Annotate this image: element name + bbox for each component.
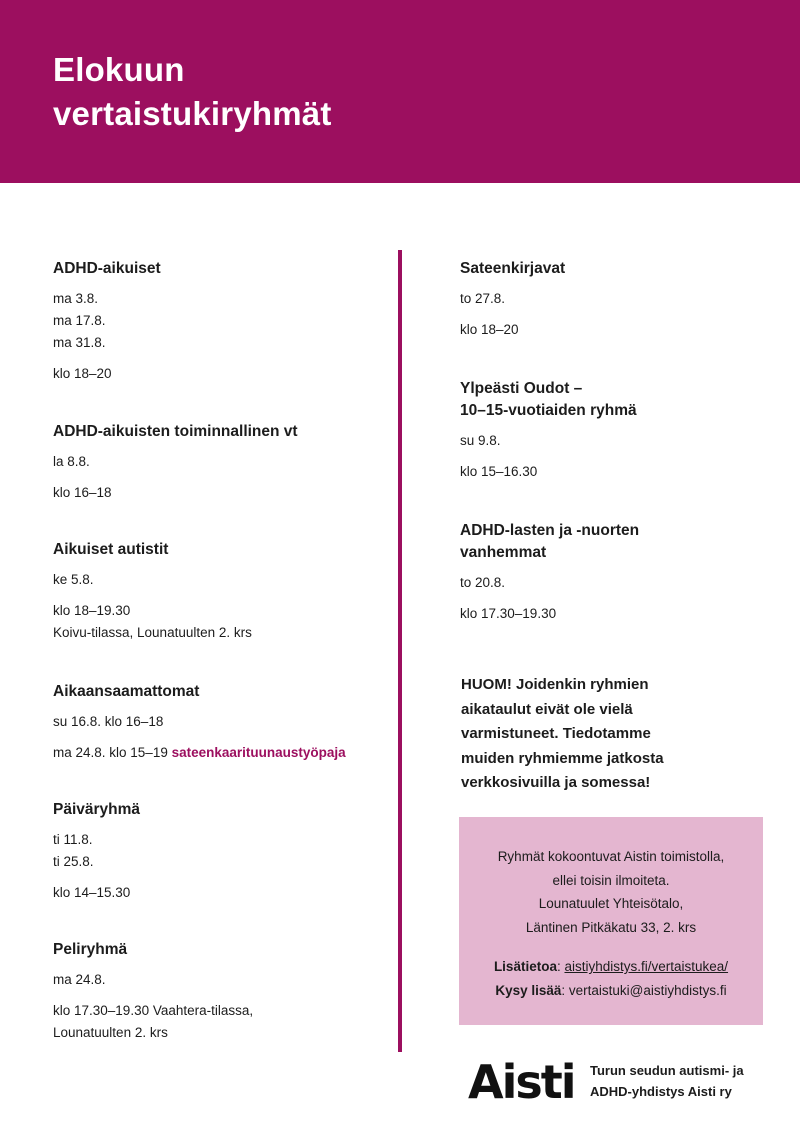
page-header bbox=[0, 0, 800, 183]
group-date: ma 3.8. bbox=[53, 291, 99, 306]
aisti-logo-text: Aisti bbox=[468, 1055, 575, 1106]
group-ylpeasti-oudot bbox=[460, 378, 637, 483]
group-date-time bbox=[53, 742, 346, 764]
notice-line: varmistuneet. Tiedotamme bbox=[461, 725, 651, 742]
group-aikaansaamattomat bbox=[53, 681, 346, 764]
info-line: ellei toisin ilmoiteta. bbox=[552, 872, 670, 888]
group-title: ADHD-aikuiset bbox=[53, 260, 161, 277]
group-date: ma 17.8. bbox=[53, 313, 106, 328]
column-divider bbox=[398, 250, 402, 1052]
group-date: la 8.8. bbox=[53, 454, 90, 469]
ask-more-separator: : bbox=[561, 982, 569, 998]
group-title: Aikuiset autistit bbox=[53, 541, 169, 558]
group-time: klo 17.30–19.30 Vaahtera-tilassa, bbox=[53, 1003, 254, 1018]
group-adhd-aikuiset bbox=[53, 258, 161, 385]
group-date: ti 11.8. bbox=[53, 832, 93, 847]
group-date-time-prefix: ma 24.8. klo 15–19 bbox=[53, 745, 172, 760]
group-title-line-1: ADHD-lasten ja -nuorten bbox=[460, 522, 640, 539]
group-sateenkirjavat bbox=[460, 258, 565, 341]
more-info-label: Lisätietoa bbox=[493, 959, 557, 974]
group-peliryhma bbox=[53, 939, 253, 1044]
page-title bbox=[53, 48, 332, 136]
ask-more-label: Kysy lisää bbox=[495, 982, 562, 998]
info-line: Ryhmät kokoontuvat Aistin toimistolla, bbox=[497, 849, 725, 864]
info-address: Läntinen Pitkäkatu 33, 2. krs bbox=[525, 919, 697, 935]
group-title: Sateenkirjavat bbox=[460, 260, 566, 277]
group-aikuiset-autistit bbox=[53, 539, 252, 644]
notice-line: verkkosivuilla ja somessa! bbox=[461, 774, 651, 791]
workshop-link[interactable]: sateenkaarituunaustyöpaja bbox=[171, 745, 346, 760]
group-title-line-2: vanhemmat bbox=[460, 544, 547, 561]
group-title: Peliryhmä bbox=[53, 941, 128, 958]
group-paivaryhma bbox=[53, 799, 140, 904]
group-date-time: su 16.8. klo 16–18 bbox=[53, 714, 164, 729]
group-time: klo 18–20 bbox=[53, 366, 112, 381]
schedule-notice bbox=[461, 673, 761, 796]
group-title: Päiväryhmä bbox=[53, 801, 141, 818]
more-info-separator: : bbox=[556, 959, 565, 974]
group-place: Koivu-tilassa, Lounatuulten 2. krs bbox=[53, 625, 252, 640]
page-title-line-1: Elokuun bbox=[53, 51, 185, 88]
group-time: klo 18–19.30 bbox=[53, 603, 131, 618]
group-date: su 9.8. bbox=[460, 433, 501, 448]
group-title bbox=[460, 520, 639, 564]
organization-name bbox=[590, 1060, 744, 1102]
aisti-logo bbox=[466, 1052, 576, 1106]
group-date: to 27.8. bbox=[460, 291, 506, 306]
notice-line: aikataulut eivät ole vielä bbox=[461, 700, 633, 718]
group-date: ma 24.8. bbox=[53, 972, 106, 987]
page-title-line-2: vertaistukiryhmät bbox=[53, 95, 332, 132]
group-title: Aikaansaamattomat bbox=[53, 683, 200, 700]
notice-line: HUOM! Joidenkin ryhmien bbox=[461, 676, 649, 693]
ask-more-row bbox=[459, 979, 763, 1003]
group-adhd-aikuisten-toiminnallinen bbox=[53, 421, 298, 504]
organization-line-2: ADHD-yhdistys Aisti ry bbox=[590, 1084, 732, 1099]
group-adhd-lasten-vanhemmat bbox=[460, 520, 639, 625]
group-date: ti 25.8. bbox=[53, 854, 94, 869]
group-time: klo 18–20 bbox=[460, 322, 519, 337]
group-title bbox=[460, 378, 637, 422]
group-title-line-1: Ylpeästi Oudot – bbox=[460, 380, 583, 397]
group-time: klo 15–16.30 bbox=[460, 464, 538, 479]
group-date: ke 5.8. bbox=[53, 572, 94, 587]
group-place: Lounatuulten 2. krs bbox=[53, 1025, 168, 1040]
group-date: to 20.8. bbox=[460, 575, 506, 590]
group-time: klo 17.30–19.30 bbox=[460, 606, 557, 621]
notice-line: muiden ryhmiemme jatkosta bbox=[461, 749, 664, 767]
organization-line-1: Turun seudun autismi- ja bbox=[590, 1063, 744, 1078]
group-date: ma 31.8. bbox=[53, 335, 106, 350]
info-box bbox=[459, 817, 763, 1025]
group-time: klo 14–15.30 bbox=[53, 885, 131, 900]
email-link[interactable]: vertaistuki@aistiyhdistys.fi bbox=[568, 982, 727, 998]
group-title: ADHD-aikuisten toiminnallinen vt bbox=[53, 423, 298, 440]
group-title-line-2: 10–15-vuotiaiden ryhmä bbox=[460, 402, 637, 419]
group-time: klo 16–18 bbox=[53, 485, 112, 500]
info-address: Lounatuulet Yhteisötalo, bbox=[538, 896, 684, 911]
website-link[interactable]: aistiyhdistys.fi/vertaistukea/ bbox=[564, 959, 729, 974]
more-info-row bbox=[459, 955, 763, 979]
